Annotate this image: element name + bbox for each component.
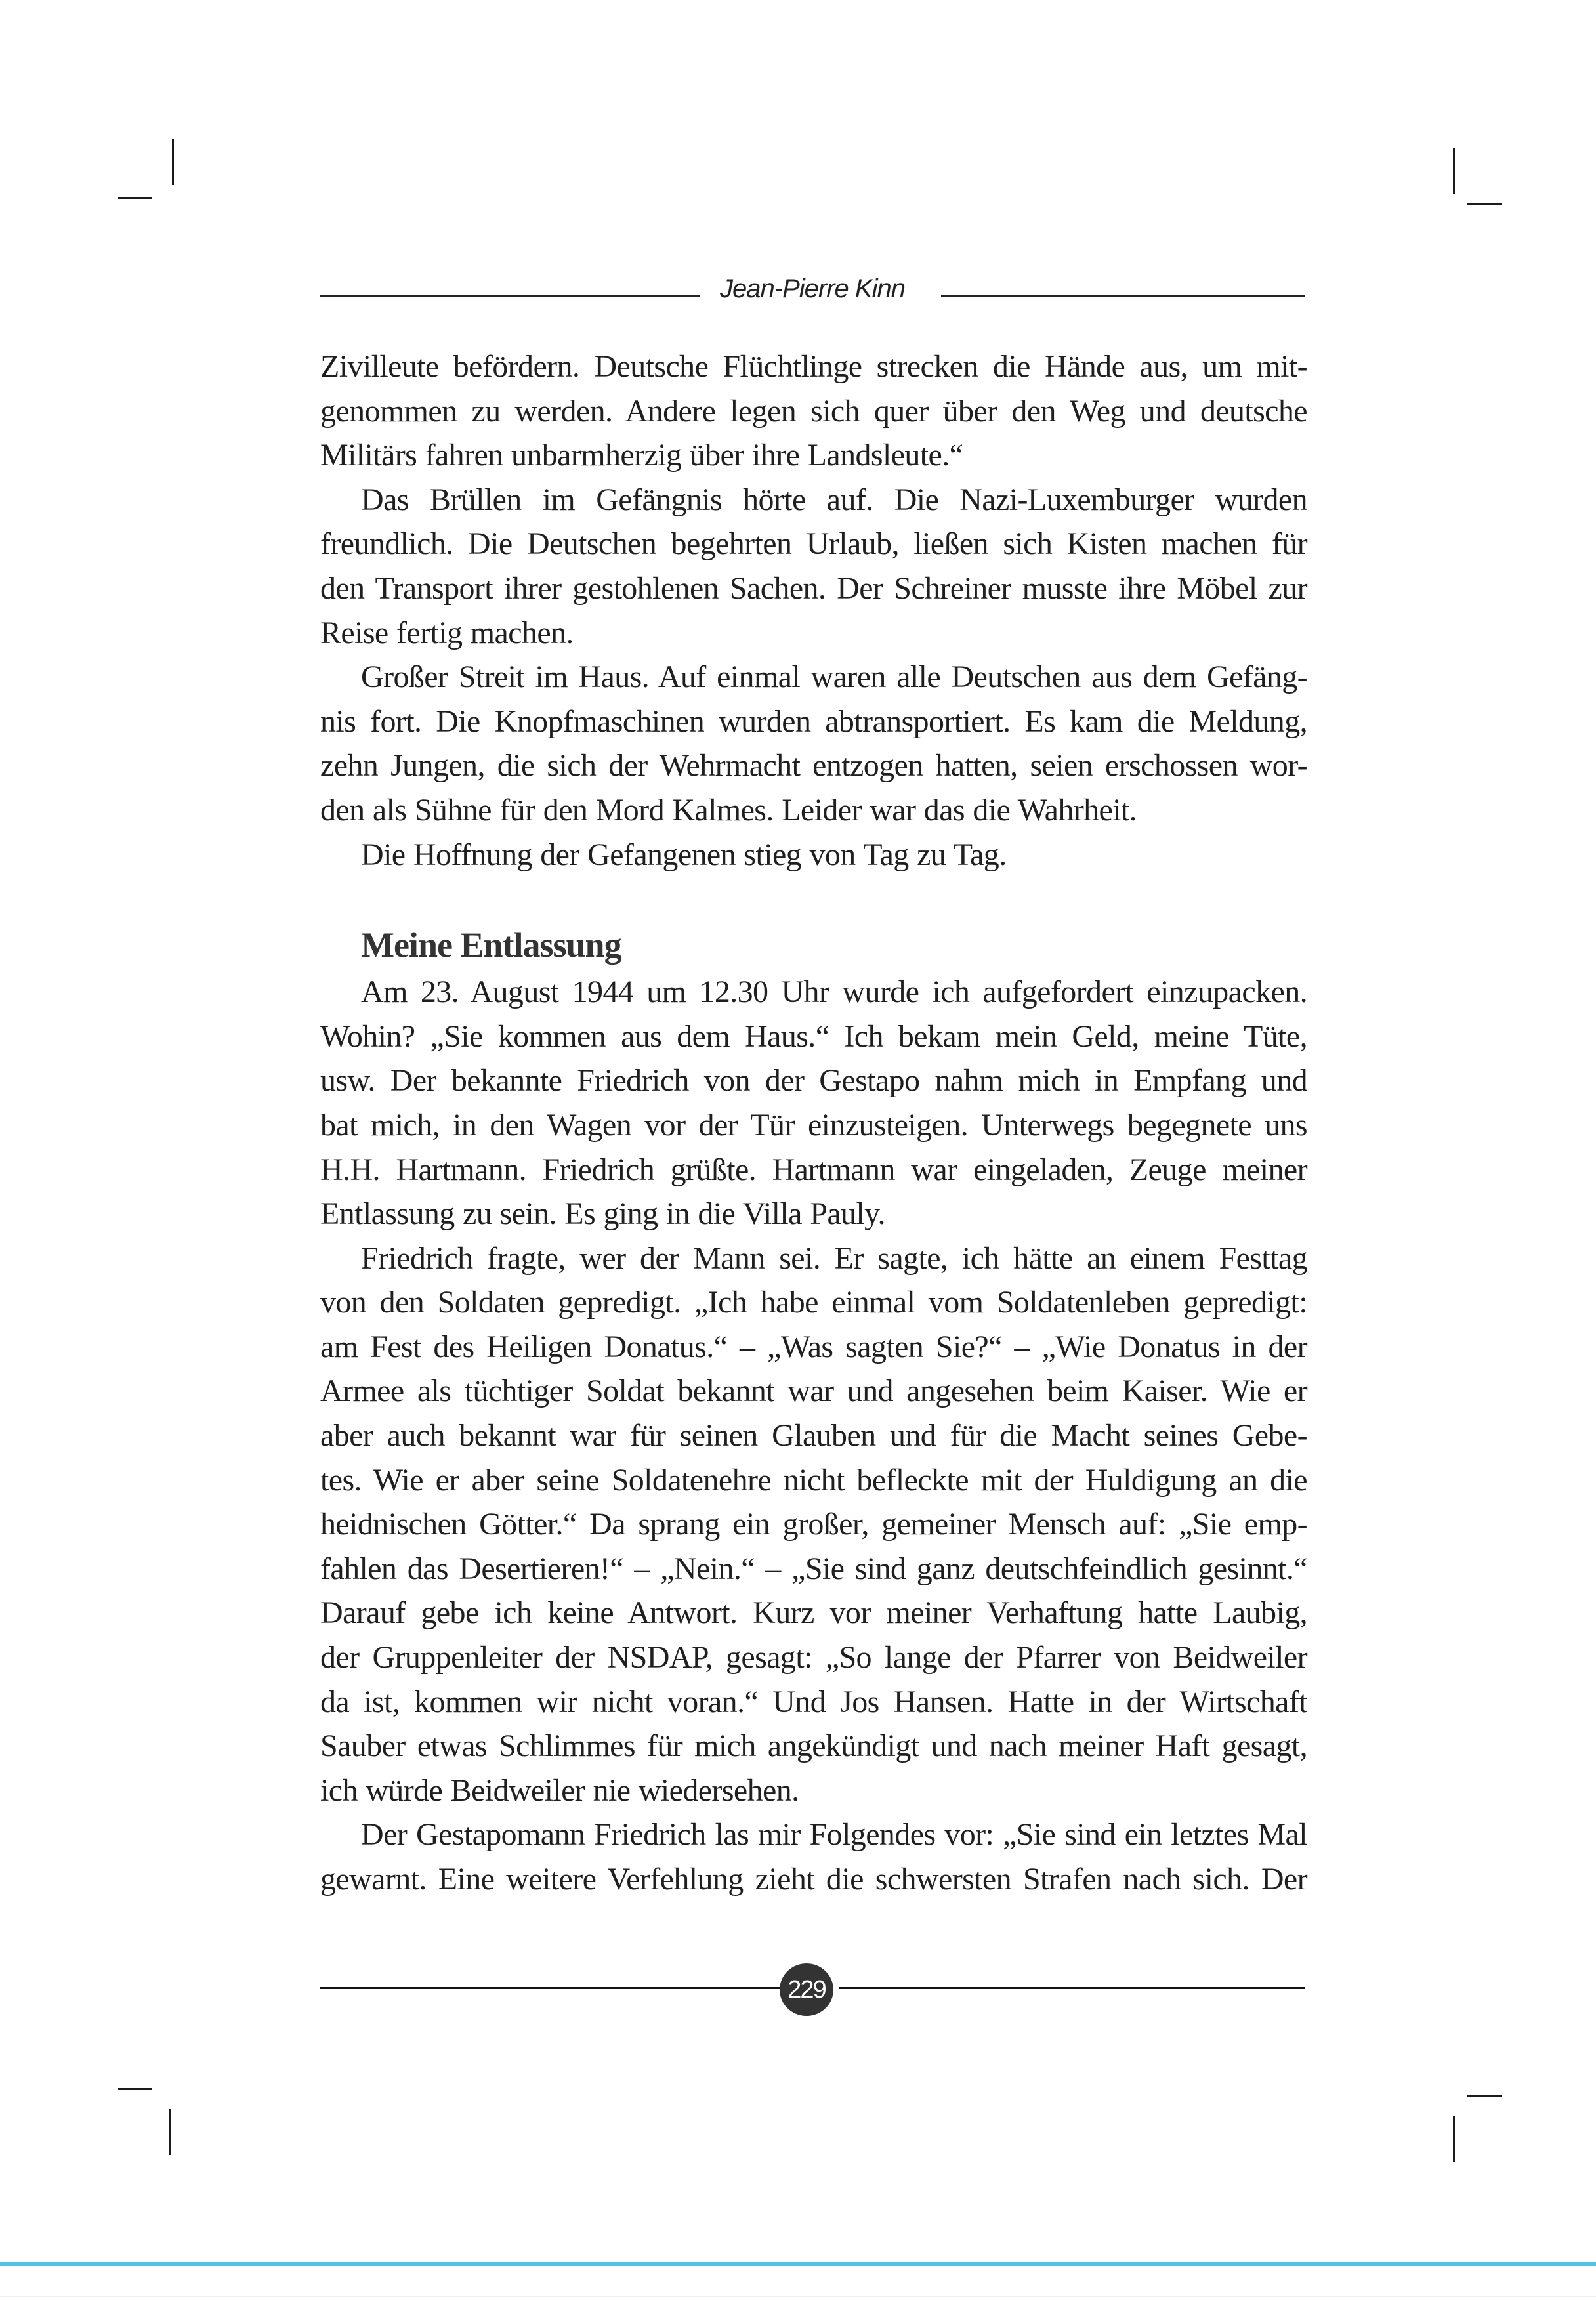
paragraph <box>320 655 1307 832</box>
paragraph <box>320 345 1307 478</box>
text-line: den als Sühne für den Mord Kalmes. Leider war das die Wahrheit. <box>320 792 1137 828</box>
scan-edge-line <box>0 2262 1596 2266</box>
text-line: gewarnt. Eine weitere Verfehlung zieht die schwersten Strafen nach sich. Der <box>320 1862 1307 1897</box>
paragraph <box>320 1813 1307 1901</box>
section-heading: Meine Entlassung <box>361 925 621 965</box>
text-line: Darauf gebe ich keine Antwort. Kurz vor meiner Verhaftung hatte Laubig, <box>320 1595 1307 1631</box>
header-author: Jean-Pierre Kinn <box>720 274 905 303</box>
crop-mark-bottom-right-horizontal <box>1467 2095 1502 2097</box>
paragraph <box>320 970 1307 1236</box>
text-line: Armee als tüchtiger Soldat bekannt war und angesehen beim Kaiser. Wie er <box>320 1374 1307 1409</box>
text-line: Die Hoffnung der Gefangenen stieg von Tag zu Tag. <box>361 837 1007 872</box>
paragraph <box>320 833 1307 877</box>
text-line: aber auch bekannt war für seinen Glauben und für die Macht seines Gebe- <box>320 1418 1307 1454</box>
text-line: den Transport ihrer gestohlenen Sachen. Der Schreiner musste ihre Möbel zur <box>320 570 1307 606</box>
text-line: freundlich. Die Deutschen begehrten Urlaub, ließen sich Kisten machen für <box>320 526 1307 562</box>
text-line: H.H. Hartmann. Friedrich grüßte. Hartmann war eingeladen, Zeuge meiner <box>320 1152 1307 1187</box>
crop-mark-top-left-vertical <box>172 139 174 185</box>
crop-mark-bottom-left-horizontal <box>118 2088 152 2090</box>
footer-rule-left <box>320 1987 782 1989</box>
crop-mark-bottom-right-vertical <box>1453 2116 1455 2162</box>
scan-edge-shadow <box>0 2296 1596 2297</box>
paragraph <box>320 1236 1307 1813</box>
text-line: da ist, kommen wir nicht voran.“ Und Jos Hansen. Hatte in der Wirtschaft <box>320 1684 1307 1719</box>
text-line: Das Brüllen im Gefängnis hörte auf. Die Nazi-Luxemburger wurden <box>361 482 1307 517</box>
text-line: Sauber etwas Schlimmes für mich angekündigt und nach meiner Haft gesagt, <box>320 1729 1307 1764</box>
text-line: Wohin? „Sie kommen aus dem Haus.“ Ich bekam mein Geld, meine Tüte, <box>320 1018 1307 1054</box>
text-line: zehn Jungen, die sich der Wehrmacht entzogen hatten, seien erschossen wor- <box>320 748 1307 784</box>
crop-mark-top-left-horizontal <box>118 197 152 199</box>
text-line: fahlen das Desertieren!“ – „Nein.“ – „Sie sind ganz deutschfeindlich gesinnt.“ <box>320 1551 1307 1586</box>
text-line: usw. Der bekannte Friedrich von der Gestapo nahm mich in Empfang und <box>320 1063 1307 1099</box>
paragraph <box>320 478 1307 655</box>
crop-mark-bottom-left-vertical <box>169 2109 171 2155</box>
text-line: Reise fertig machen. <box>320 615 574 650</box>
text-line: Großer Streit im Haus. Auf einmal waren alle Deutschen aus dem Gefäng- <box>361 660 1307 695</box>
crop-mark-top-right-horizontal <box>1467 203 1502 205</box>
header-rule-right <box>941 295 1305 297</box>
text-line: der Gruppenleiter der NSDAP, gesagt: „So lange der Pfarrer von Beidweiler <box>320 1640 1307 1675</box>
crop-mark-top-right-vertical <box>1453 148 1455 194</box>
text-line: bat mich, in den Wagen vor der Tür einzusteigen. Unterwegs begegnete uns <box>320 1107 1307 1143</box>
text-line: Der Gestapomann Friedrich las mir Folgendes vor: „Sie sind ein letztes Mal <box>361 1817 1307 1853</box>
text-line: von den Soldaten gepredigt. „Ich habe einmal vom Soldatenleben gepredigt: <box>320 1285 1307 1320</box>
page-number-badge: 229 <box>780 1964 833 2016</box>
text-line: genommen zu werden. Andere legen sich quer über den Weg und deutsche <box>320 393 1307 429</box>
text-line: nis fort. Die Knopfmaschinen wurden abtransportiert. Es kam die Meldung, <box>320 704 1307 739</box>
pre-section-paragraphs <box>320 345 1307 877</box>
section-paragraphs <box>320 970 1307 1901</box>
text-line: Militärs fahren unbarmherzig über ihre Landsleute.“ <box>320 438 963 473</box>
text-line: ich würde Beidweiler nie wiedersehen. <box>320 1773 799 1808</box>
page-footer <box>320 1964 1305 2016</box>
text-line: am Fest des Heiligen Donatus.“ – „Was sagten Sie?“ – „Wie Donatus in der <box>320 1329 1307 1364</box>
footer-rule-right <box>839 1987 1305 1989</box>
text-line: heidnischen Götter.“ Da sprang ein großer, gemeiner Mensch auf: „Sie emp- <box>320 1507 1307 1542</box>
body-text <box>320 345 1307 1902</box>
text-line: Entlassung zu sein. Es ging in die Villa Pauly. <box>320 1196 885 1232</box>
text-line: tes. Wie er aber seine Soldatenehre nicht befleckte mit der Huldigung an die <box>320 1462 1307 1498</box>
text-line: Am 23. August 1944 um 12.30 Uhr wurde ich aufgefordert einzupacken. <box>361 975 1307 1010</box>
running-header <box>320 274 1305 314</box>
text-line: Zivilleute befördern. Deutsche Flüchtlinge strecken die Hände aus, um mit- <box>320 349 1307 384</box>
text-line: Friedrich fragte, wer der Mann sei. Er sagte, ich hätte an einem Festtag <box>361 1240 1307 1276</box>
